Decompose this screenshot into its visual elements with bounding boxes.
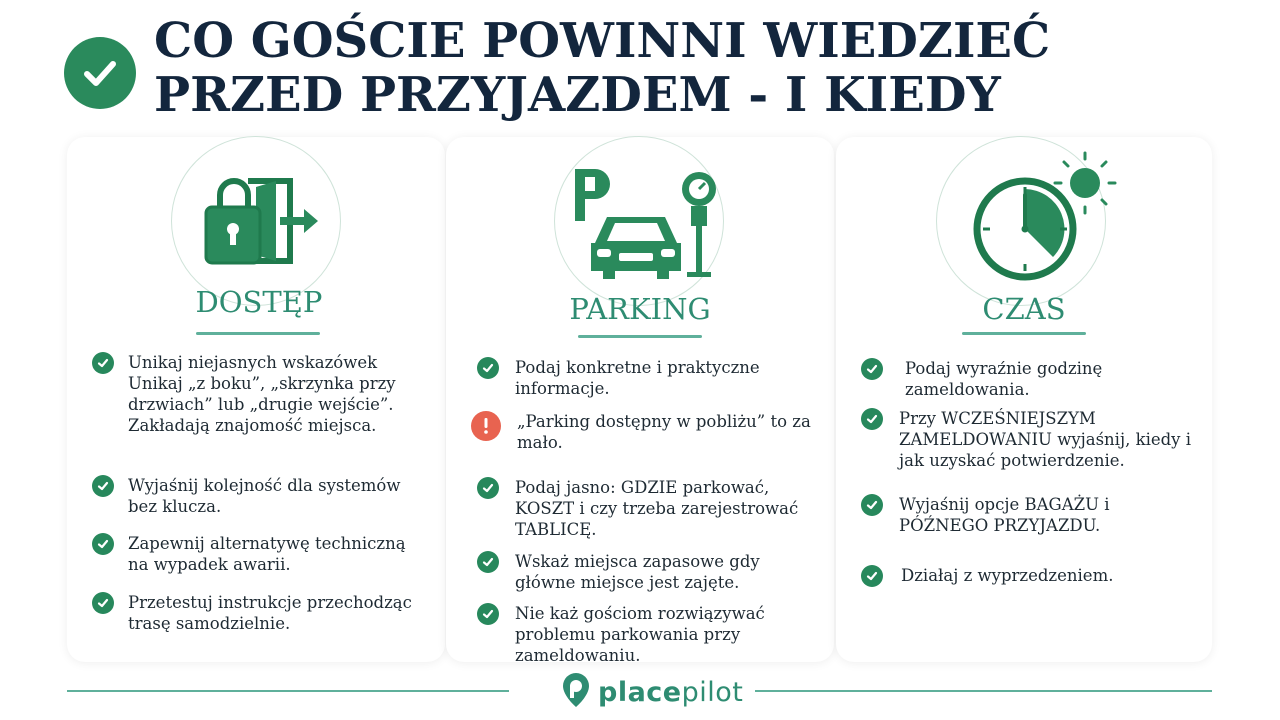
card-title-access: DOSTĘP [195, 285, 323, 319]
placepilot-logo [562, 672, 743, 712]
card-time [836, 137, 1212, 662]
list-item: Podaj konkretne i praktyczne informacje. [477, 357, 817, 399]
check-icon [861, 565, 883, 587]
list-item: Podaj jasno: GDZIE parkować, KOSZT i czy trzeba zarejestrować TABLICĘ. [477, 477, 817, 540]
check-icon [92, 533, 114, 555]
check-icon [92, 352, 114, 374]
title-line-1: CO GOŚCIE POWINNI WIEDZIEĆ [154, 13, 1051, 69]
card-title-time: CZAS [982, 292, 1066, 326]
parking-car-meter-icon [554, 136, 724, 306]
card-parking [446, 137, 834, 665]
list-item: Wskaż miejsca zapasowe gdy główne miejsce jest zajęte. [477, 551, 817, 593]
divider [962, 332, 1086, 335]
page-title [154, 14, 1154, 122]
check-icon [92, 592, 114, 614]
footer-divider-right [755, 690, 1212, 692]
checkmark-badge-icon [64, 37, 136, 109]
logo-text: placepilot [598, 676, 744, 708]
check-icon [861, 494, 883, 516]
title-line-2: PRZED PRZYJAZDEM - I KIEDY [154, 67, 1001, 123]
list-item: Działaj z wyprzedzeniem. [861, 565, 1197, 587]
check-icon [477, 603, 499, 625]
warning-icon [471, 411, 501, 441]
list-item: Podaj wyraźnie godzinę zameldowania. [861, 358, 1197, 400]
list-item: Wyjaśnij opcje BAGAŻU i PÓŹNEGO PRZYJAZDU. [861, 494, 1197, 536]
divider [196, 332, 320, 335]
divider [578, 335, 702, 338]
location-pin-icon [562, 672, 590, 712]
check-icon [92, 475, 114, 497]
check-icon [861, 358, 883, 380]
list-item: Nie każ gościom rozwiązywać problemu parkowania przy zameldowaniu. [477, 603, 817, 666]
check-icon [861, 408, 883, 430]
list-item: Zapewnij alternatywę techniczną na wypadek awarii. [92, 533, 422, 575]
lock-door-exit-icon [171, 136, 341, 306]
check-icon [477, 357, 499, 379]
check-icon [477, 477, 499, 499]
list-item: „Parking dostępny w pobliżu” to za mało. [471, 411, 811, 453]
list-item: Wyjaśnij kolejność dla systemów bez klucza. [92, 475, 422, 517]
clock-day-night-icon [936, 136, 1106, 306]
card-title-parking: PARKING [569, 292, 711, 326]
card-access [67, 137, 445, 662]
footer-divider-left [67, 690, 509, 692]
list-item: Unikaj niejasnych wskazówek Unikaj „z boku”, „skrzynka przy drzwiach” lub „drugie wejście”. Zakładają znajomość miejsca. [92, 352, 422, 436]
list-item: Przetestuj instrukcje przechodząc trasę samodzielnie. [92, 592, 422, 634]
check-icon [477, 551, 499, 573]
list-item: Przy WCZEŚNIEJSZYM ZAMELDOWANIU wyjaśnij, kiedy i jak uzyskać potwierdzenie. [861, 408, 1197, 471]
